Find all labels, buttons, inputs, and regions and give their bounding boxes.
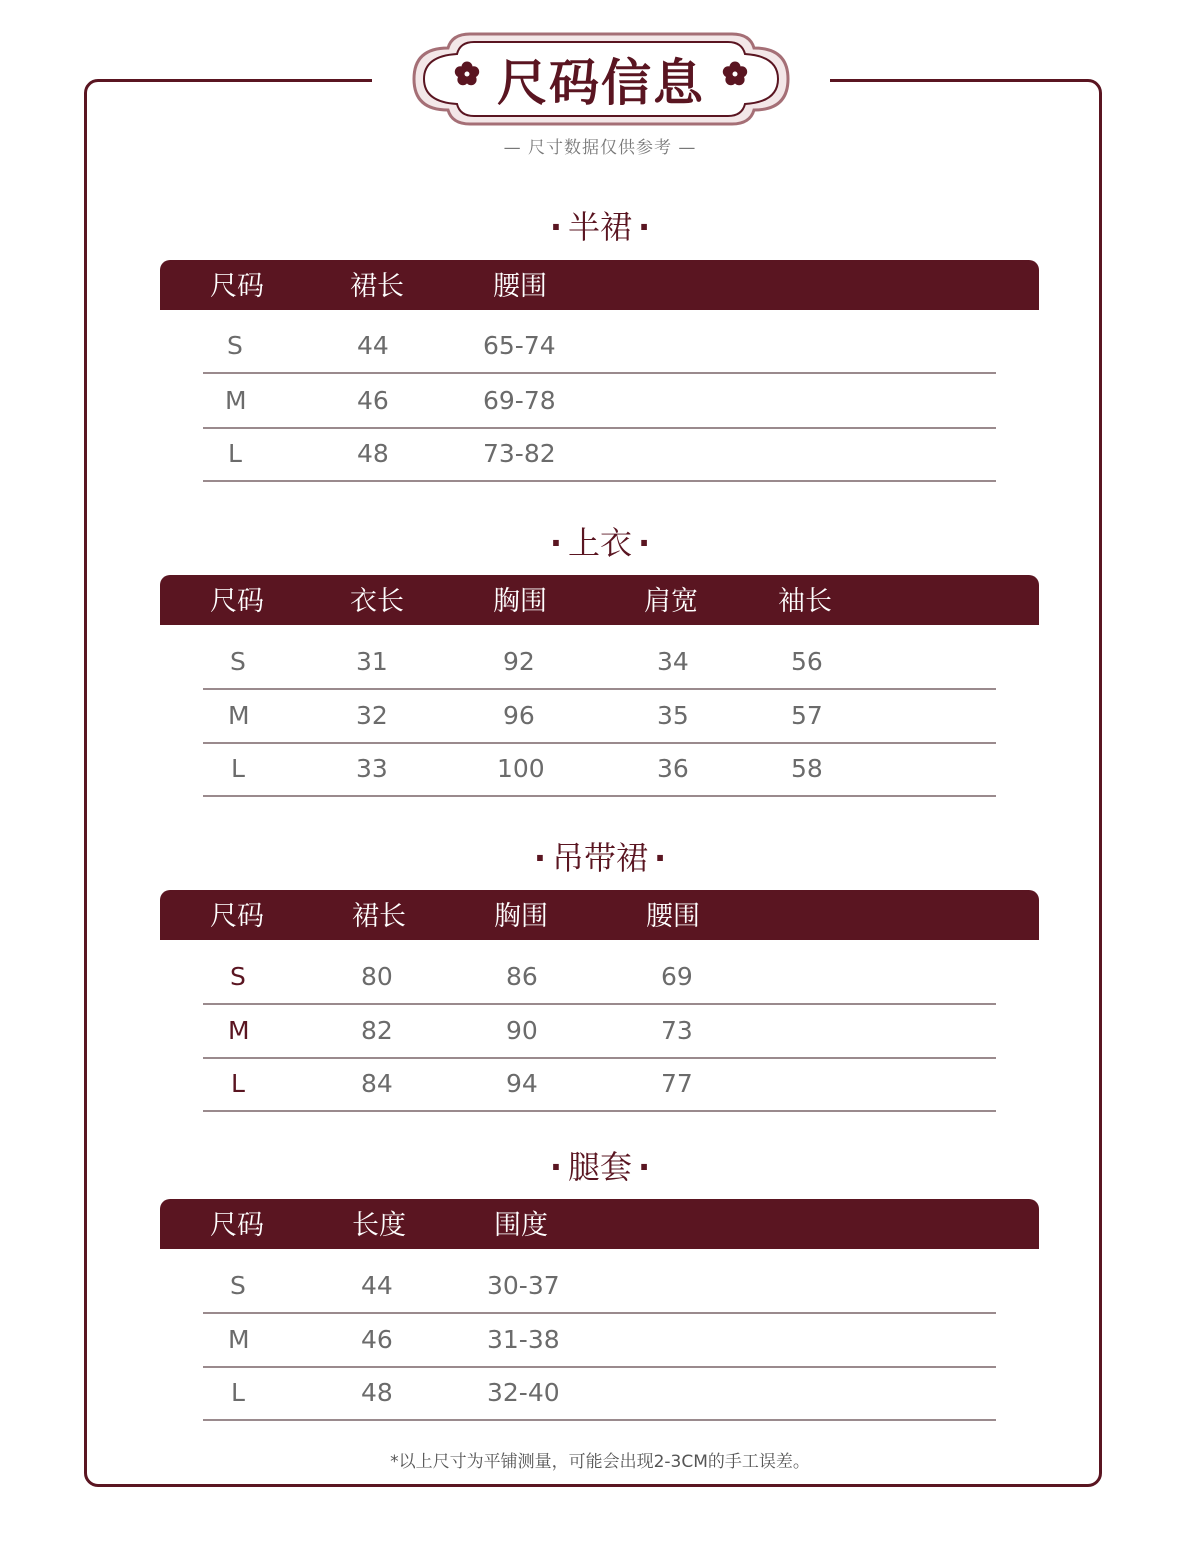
table-row xyxy=(203,1058,996,1112)
table-row xyxy=(203,1367,996,1421)
value-cell: 57 xyxy=(791,701,823,730)
value-cell: 31-38 xyxy=(487,1325,560,1354)
value-cell: 46 xyxy=(357,386,389,415)
size-cell: L xyxy=(228,439,242,468)
value-cell: 34 xyxy=(657,647,689,676)
value-cell: 35 xyxy=(657,701,689,730)
value-cell: 73 xyxy=(661,1016,693,1045)
header-cell: 尺码 xyxy=(210,1210,264,1241)
header-cell: 胸围 xyxy=(494,901,548,932)
table-row xyxy=(203,743,996,797)
header-cell: 围度 xyxy=(494,1210,548,1241)
table-row xyxy=(203,428,996,482)
value-cell: 69-78 xyxy=(483,386,556,415)
header-cell: 衣长 xyxy=(350,586,404,617)
value-cell: 96 xyxy=(503,701,535,730)
table-header-slip-dress xyxy=(160,890,1039,940)
value-cell: 86 xyxy=(506,962,538,991)
size-cell: M xyxy=(225,386,247,415)
size-cell: S xyxy=(230,962,246,991)
table-row xyxy=(203,375,996,429)
value-cell: 69 xyxy=(661,962,693,991)
size-cell: M xyxy=(228,1016,250,1045)
value-cell: 58 xyxy=(791,754,823,783)
value-cell: 56 xyxy=(791,647,823,676)
table-row xyxy=(203,636,996,690)
table-row xyxy=(203,1314,996,1368)
value-cell: 44 xyxy=(361,1271,393,1300)
value-cell: 33 xyxy=(356,754,388,783)
value-cell: 48 xyxy=(357,439,389,468)
size-cell: L xyxy=(231,754,245,783)
value-cell: 32-40 xyxy=(487,1378,560,1407)
value-cell: 44 xyxy=(357,331,389,360)
section-title-top: · 上衣 · xyxy=(549,524,651,562)
value-cell: 90 xyxy=(506,1016,538,1045)
value-cell: 30-37 xyxy=(487,1271,560,1300)
size-cell: S xyxy=(230,647,246,676)
header-cell: 尺码 xyxy=(210,271,264,302)
table-row xyxy=(203,320,996,374)
header-cell: 袖长 xyxy=(778,586,832,617)
value-cell: 48 xyxy=(361,1378,393,1407)
header-cell: 肩宽 xyxy=(644,586,698,617)
page-subtitle: — 尺寸数据仅供参考 — xyxy=(503,138,697,158)
header-cell: 尺码 xyxy=(210,901,264,932)
value-cell: 65-74 xyxy=(483,331,556,360)
value-cell: 36 xyxy=(657,754,689,783)
header-cell: 胸围 xyxy=(493,586,547,617)
page-title: 尺码信息 xyxy=(497,53,705,112)
section-title-slip-dress: · 吊带裙 · xyxy=(533,839,667,877)
table-row xyxy=(203,1260,996,1314)
value-cell: 31 xyxy=(356,647,388,676)
value-cell: 46 xyxy=(361,1325,393,1354)
value-cell: 82 xyxy=(361,1016,393,1045)
table-row xyxy=(203,1005,996,1059)
table-row xyxy=(203,951,996,1005)
table-header-skirt xyxy=(160,260,1039,310)
value-cell: 92 xyxy=(503,647,535,676)
size-cell: L xyxy=(231,1069,245,1098)
value-cell: 80 xyxy=(361,962,393,991)
table-header-leg-warmers xyxy=(160,1199,1039,1249)
header-cell: 腰围 xyxy=(646,901,700,932)
section-title-skirt: · 半裙 · xyxy=(549,208,651,246)
value-cell: 94 xyxy=(506,1069,538,1098)
size-cell: M xyxy=(228,701,250,730)
header-cell: 腰围 xyxy=(493,271,547,302)
header-cell: 裙长 xyxy=(350,271,404,302)
value-cell: 32 xyxy=(356,701,388,730)
size-cell: S xyxy=(227,331,243,360)
value-cell: 77 xyxy=(661,1069,693,1098)
size-cell: M xyxy=(228,1325,250,1354)
header-cell: 尺码 xyxy=(210,586,264,617)
size-cell: S xyxy=(230,1271,246,1300)
section-title-leg-warmers: · 腿套 · xyxy=(549,1148,651,1186)
size-cell: L xyxy=(231,1378,245,1407)
header-cell: 裙长 xyxy=(352,901,406,932)
value-cell: 73-82 xyxy=(483,439,556,468)
footnote: *以上尺寸为平铺测量，可能会出现2-3CM的手工误差。 xyxy=(390,1452,810,1472)
value-cell: 100 xyxy=(497,754,545,783)
value-cell: 84 xyxy=(361,1069,393,1098)
table-header-top xyxy=(160,575,1039,625)
table-row xyxy=(203,690,996,744)
header-cell: 长度 xyxy=(352,1210,406,1241)
